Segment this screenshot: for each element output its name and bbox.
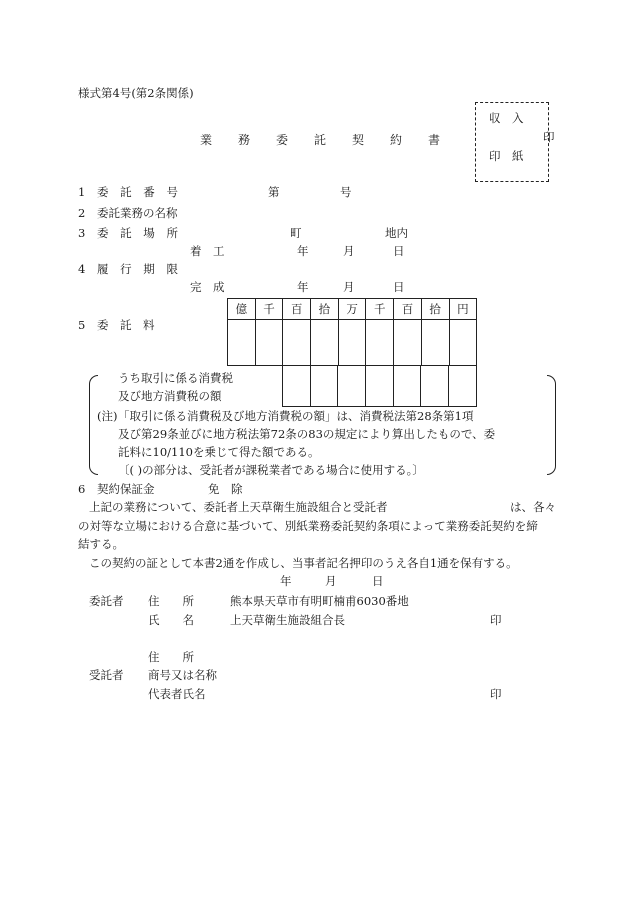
note-line-1: 「取引に係る消費税及び地方消費税の額」は、消費税法第28条第1項	[118, 409, 474, 423]
body-para-1c: の対等な立場における合意に基づいて、別紙業務委託契約条項によって業務委託契約を締	[78, 519, 538, 533]
fee-amount-cell[interactable]	[421, 320, 449, 366]
tax-amount-cell[interactable]	[310, 366, 338, 407]
consignee-company-label: 商号又は名称	[148, 668, 217, 682]
left-bracket	[89, 375, 98, 475]
date-year: 年	[280, 574, 292, 588]
deposit-value: 免 除	[208, 482, 243, 496]
consignee-representative-label: 代表者氏名	[148, 687, 206, 701]
tax-amount-cell[interactable]	[421, 366, 449, 407]
tax-amount-row	[283, 366, 477, 407]
start-label: 着 工	[190, 244, 225, 258]
item-5-number: 5	[78, 318, 86, 332]
fee-header-cell: 拾	[421, 299, 449, 320]
consignor-name: 上天草衛生施設組合長	[230, 613, 345, 627]
fee-header-row	[228, 299, 477, 320]
fee-amount-cell[interactable]	[366, 320, 394, 366]
consignee-seal-mark: 印	[490, 687, 502, 701]
end-day: 日	[393, 280, 405, 294]
item-1-go: 号	[340, 185, 352, 199]
tax-amount-cell[interactable]	[393, 366, 421, 407]
consignor-name-label: 氏 名	[148, 613, 194, 627]
date-month: 月	[325, 574, 337, 588]
deposit-label: 契約保証金	[97, 482, 155, 496]
body-para-1a: 上記の業務について、委託者上天草衛生施設組合と受託者	[89, 500, 388, 514]
item-2-label: 委託業務の名称	[97, 206, 178, 220]
tax-amount-cell[interactable]	[366, 366, 394, 407]
item-6-number: 6	[78, 482, 86, 496]
end-month: 月	[343, 280, 355, 294]
fee-header-cell: 拾	[311, 299, 339, 320]
start-month: 月	[343, 244, 355, 258]
item-1-number: 1	[78, 185, 86, 199]
consignor-address: 熊本県天草市有明町楠甫6030番地	[230, 594, 409, 608]
end-label: 完 成	[190, 280, 225, 294]
consignor-address-label: 住 所	[148, 594, 194, 608]
fee-header-cell: 百	[394, 299, 422, 320]
fee-header-cell: 百	[283, 299, 311, 320]
note-line-3: 託料に10/110を乗じて得た額である。	[118, 445, 320, 459]
tax-amount-cell[interactable]	[283, 366, 311, 407]
item-3-chinai: 地内	[385, 226, 408, 240]
body-para-1d: 結する。	[78, 537, 124, 551]
tax-amount-cell[interactable]	[338, 366, 366, 407]
tax-amount-cell[interactable]	[449, 366, 477, 407]
fee-amount-cell[interactable]	[255, 320, 283, 366]
fee-header-cell: 万	[338, 299, 366, 320]
tax-amount-table	[282, 365, 477, 407]
body-para-2: この契約の証として本書2通を作成し、当事者記名押印のうえ各自1通を保有する。	[89, 556, 518, 570]
consignor-role: 委託者	[89, 594, 124, 608]
form-id: 様式第4号(第2条関係)	[78, 86, 194, 100]
stamp-seal-mark: 印	[543, 130, 555, 144]
fee-header-cell: 千	[366, 299, 394, 320]
item-3-label: 委 託 場 所	[97, 226, 182, 240]
fee-table	[227, 298, 477, 366]
item-1-label: 委 託 番 号	[97, 185, 182, 199]
tax-label-1: うち取引に係る消費税	[118, 371, 233, 385]
item-5-label: 委 託 料	[97, 318, 155, 332]
note-line-2: 及び第29条並びに地方税法第72条の83の規定により算出したもので、委	[118, 427, 496, 441]
fee-amount-cell[interactable]	[311, 320, 339, 366]
item-1-dai: 第	[268, 185, 280, 199]
item-3-number: 3	[78, 226, 86, 240]
fee-amount-cell[interactable]	[394, 320, 422, 366]
item-3-machi: 町	[290, 226, 302, 240]
consignee-address-label: 住 所	[148, 650, 194, 664]
stamp-label-2: 印 紙	[489, 149, 524, 163]
start-day: 日	[393, 244, 405, 258]
consignor-seal-mark: 印	[490, 613, 502, 627]
right-bracket	[547, 375, 556, 475]
fee-amount-cell[interactable]	[283, 320, 311, 366]
item-4-label: 履 行 期 限	[97, 262, 182, 276]
document-title: 業務委託契約書	[200, 133, 467, 147]
fee-amount-cell[interactable]	[449, 320, 477, 366]
fee-header-cell: 千	[255, 299, 283, 320]
stamp-label-1: 収 入	[489, 111, 524, 125]
consignee-role: 受託者	[89, 668, 124, 682]
fee-header-cell: 円	[449, 299, 477, 320]
item-2-number: 2	[78, 206, 86, 220]
body-para-1b: は、各々	[510, 500, 556, 514]
end-year: 年	[297, 280, 309, 294]
item-4-number: 4	[78, 262, 86, 276]
fee-amount-cell[interactable]	[228, 320, 256, 366]
note-mark: (注)	[97, 409, 118, 423]
note-line-4: 〔( )の部分は、受託者が課税業者である場合に使用する。〕	[118, 463, 424, 477]
fee-amount-row	[228, 320, 477, 366]
fee-header-cell: 億	[228, 299, 256, 320]
date-day: 日	[372, 574, 384, 588]
tax-label-2: 及び地方消費税の額	[118, 389, 222, 403]
start-year: 年	[297, 244, 309, 258]
fee-amount-cell[interactable]	[338, 320, 366, 366]
